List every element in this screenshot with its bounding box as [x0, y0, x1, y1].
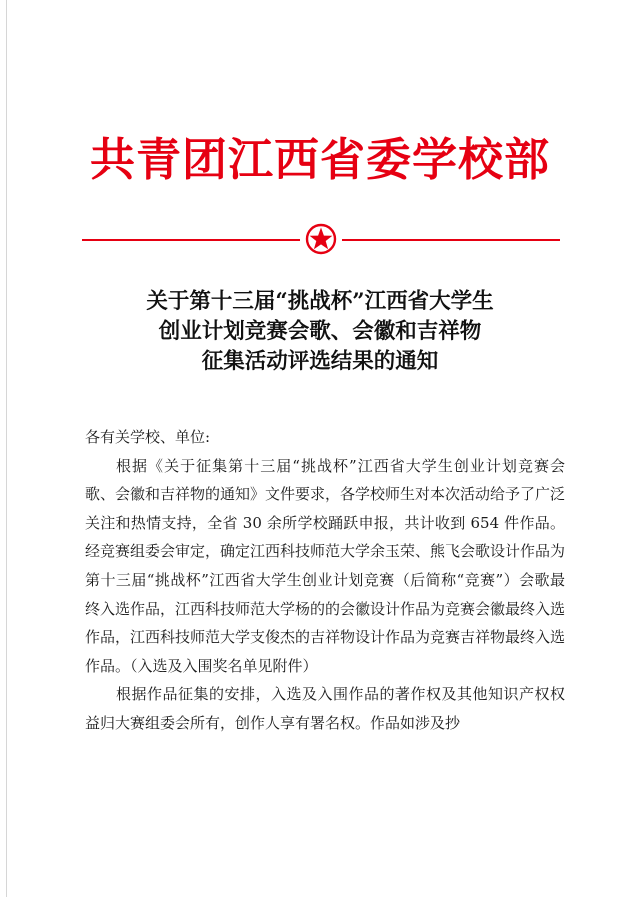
notice-title-line: 关于第十三届“挑战杯”江西省大学生: [146, 289, 494, 314]
body-paragraph: 根据作品征集的安排，入选及入围作品的著作权及其他知识产权权益归大赛组委会所有，创作人享有署名权。作品如涉及抄: [85, 685, 565, 732]
header-divider: [82, 222, 560, 256]
notice-title-line: 创业计划竞赛会歌、会徽和吉祥物: [158, 319, 482, 344]
star-in-circle-icon: [305, 222, 337, 256]
salutation: 各有关学校、单位:: [85, 428, 211, 446]
org-header: 共青团江西省委学校部: [89, 133, 550, 186]
notice-title: [0, 287, 640, 377]
notice-title-line: 征集活动评选结果的通知: [201, 349, 439, 374]
divider-line-right: [342, 239, 560, 241]
divider-line-left: [82, 239, 300, 241]
notice-body: [85, 423, 565, 738]
body-paragraph: 根据《关于征集第十三届“挑战杯”江西省大学生创业计划竞赛会歌、会徽和吉祥物的通知》文件要求，各学校师生对本次活动给予了广泛关注和热情支持，全省 30 余所学校踊跃申报，共计收到 654 件作品。经竞赛组委会审定，确定江西科技师范大学余玉荣、熊飞会歌设计作品为第十三届“挑战杯”江西省大学生创业计划竞赛（后简称“竞赛”）会歌最终入选作品，江西科技师范大学杨的的会徽设计作品为竞赛会徽最终入选作品，江西科技师范大学支俊杰的吉祥物设计作品为竞赛吉祥物最终入选作品。（入选及入围奖名单见附件）: [85, 456, 566, 675]
